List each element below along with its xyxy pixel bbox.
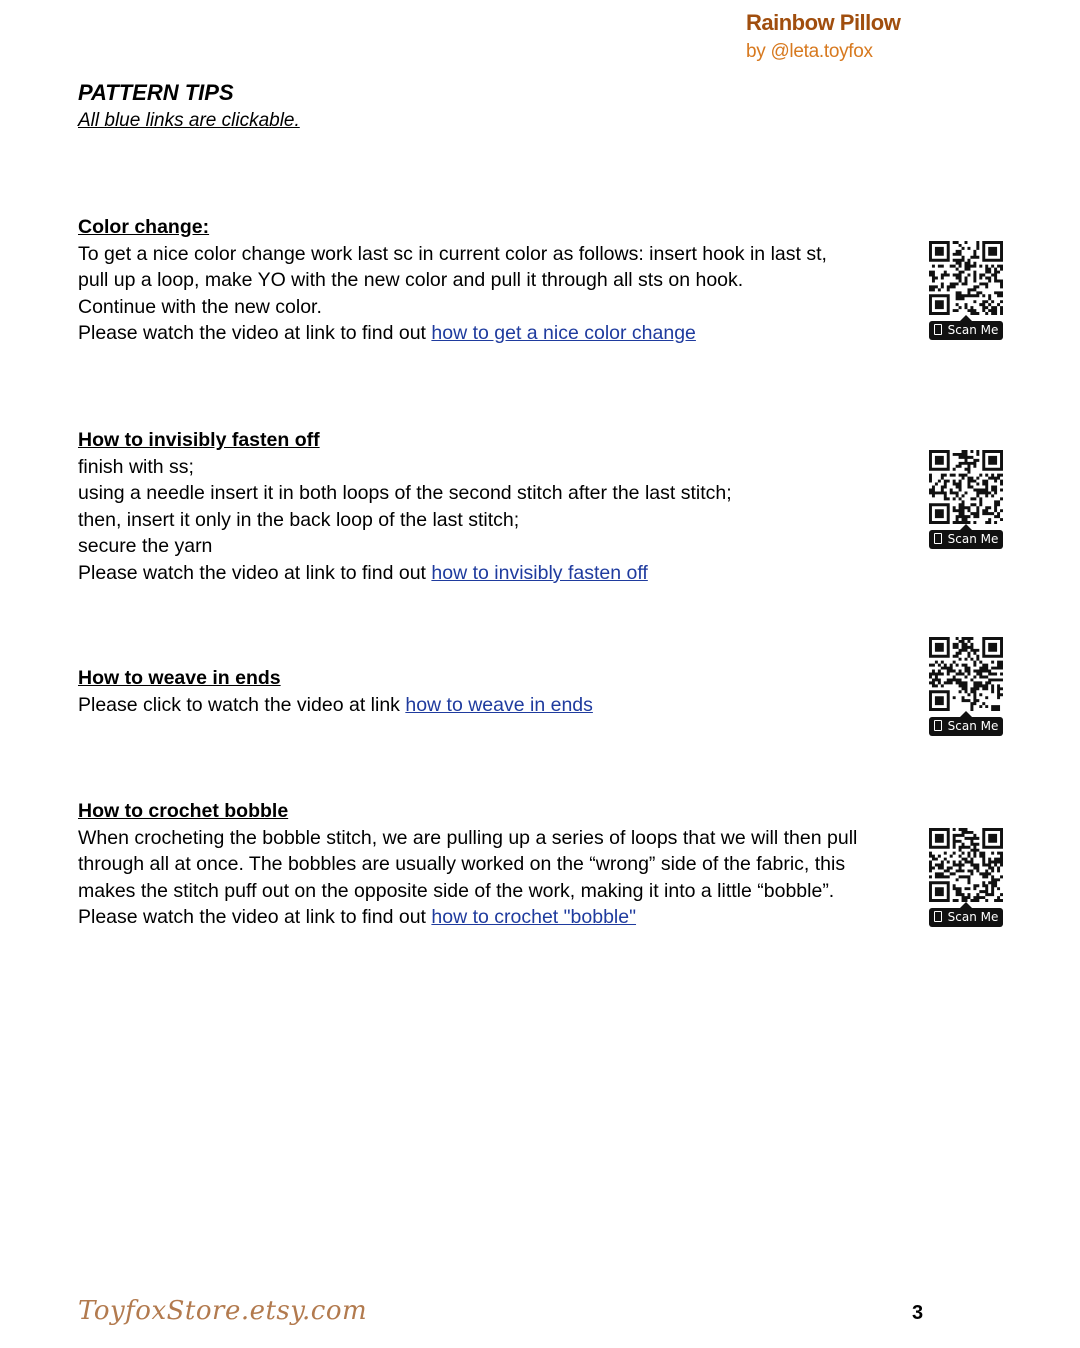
section-heading: How to crochet bobble <box>78 800 289 822</box>
scan-me-badge <box>929 717 1003 736</box>
phone-icon <box>934 324 942 335</box>
page-number: 3 <box>912 1302 924 1324</box>
section-text-line: through all at once. The bobbles are usually worked on the “wrong” side of the fabric, this <box>78 853 846 876</box>
scan-me-label: Scan Me <box>947 323 999 337</box>
qr-code-fasten-off[interactable] <box>929 450 1003 549</box>
section-text-line: secure the yarn <box>78 535 213 558</box>
scan-me-badge <box>929 321 1003 340</box>
section-heading: Color change: <box>78 216 210 238</box>
qr-code-color-change[interactable] <box>929 241 1003 340</box>
pattern-tips-heading: PATTERN TIPS <box>78 80 234 105</box>
qr-code-icon <box>929 450 1003 524</box>
author-byline: by @leta.toyfox <box>746 41 873 62</box>
section-text-line: When crocheting the bobble stitch, we are pulling up a series of loops that we will then pull <box>78 826 858 849</box>
section-bobble <box>78 798 898 931</box>
section-heading: How to invisibly fasten off <box>78 429 320 451</box>
document-header <box>746 10 900 61</box>
store-logo: ToyfoxStore.etsy.com <box>78 1296 368 1326</box>
qr-code-icon <box>929 828 1003 902</box>
section-text-line: makes the stitch puff out on the opposite side of the work, making it into a little “bobble”. <box>78 879 835 902</box>
video-link-bobble[interactable]: how to crochet "bobble" <box>431 906 637 929</box>
section-text-line: To get a nice color change work last sc in current color as follows: insert hook in last st, <box>78 242 827 265</box>
link-line <box>78 320 898 347</box>
qr-code-weave-ends[interactable] <box>929 637 1003 736</box>
link-prefix: Please watch the video at link to find out <box>78 561 432 584</box>
link-line <box>78 904 898 931</box>
section-color-change <box>78 214 898 347</box>
section-fasten-off <box>78 427 898 587</box>
section-heading: How to weave in ends <box>78 667 281 689</box>
link-line <box>78 692 898 719</box>
section-text-line: Continue with the new color. <box>78 295 322 318</box>
scan-me-badge <box>929 530 1003 549</box>
video-link-fasten-off[interactable]: how to invisibly fasten off <box>431 561 648 584</box>
phone-icon <box>934 911 942 922</box>
video-link-weave-ends[interactable]: how to weave in ends <box>405 693 593 716</box>
phone-icon <box>934 720 942 731</box>
pattern-tips-note: All blue links are clickable. <box>78 110 300 131</box>
section-text-line: then, insert it only in the back loop of the last stitch; <box>78 508 520 531</box>
qr-code-bobble[interactable] <box>929 828 1003 927</box>
link-prefix: Please watch the video at link to find out <box>78 906 432 929</box>
link-prefix: Please watch the video at link to find out <box>78 322 432 345</box>
link-prefix: Please click to watch the video at link <box>78 693 406 716</box>
scan-me-badge <box>929 908 1003 927</box>
phone-icon <box>934 533 942 544</box>
section-text-line: pull up a loop, make YO with the new color and pull it through all sts on hook. <box>78 269 744 292</box>
scan-me-label: Scan Me <box>947 532 999 546</box>
scan-me-label: Scan Me <box>947 719 999 733</box>
video-link-color-change[interactable]: how to get a nice color change <box>431 322 696 345</box>
section-text-line: finish with ss; <box>78 455 194 478</box>
section-text-line: using a needle insert it in both loops of the second stitch after the last stitch; <box>78 482 732 505</box>
section-weave-ends <box>78 665 898 718</box>
scan-me-label: Scan Me <box>947 910 999 924</box>
qr-code-icon <box>929 241 1003 315</box>
link-line <box>78 560 898 587</box>
qr-code-icon <box>929 637 1003 711</box>
pattern-title: Rainbow Pillow <box>746 10 901 35</box>
